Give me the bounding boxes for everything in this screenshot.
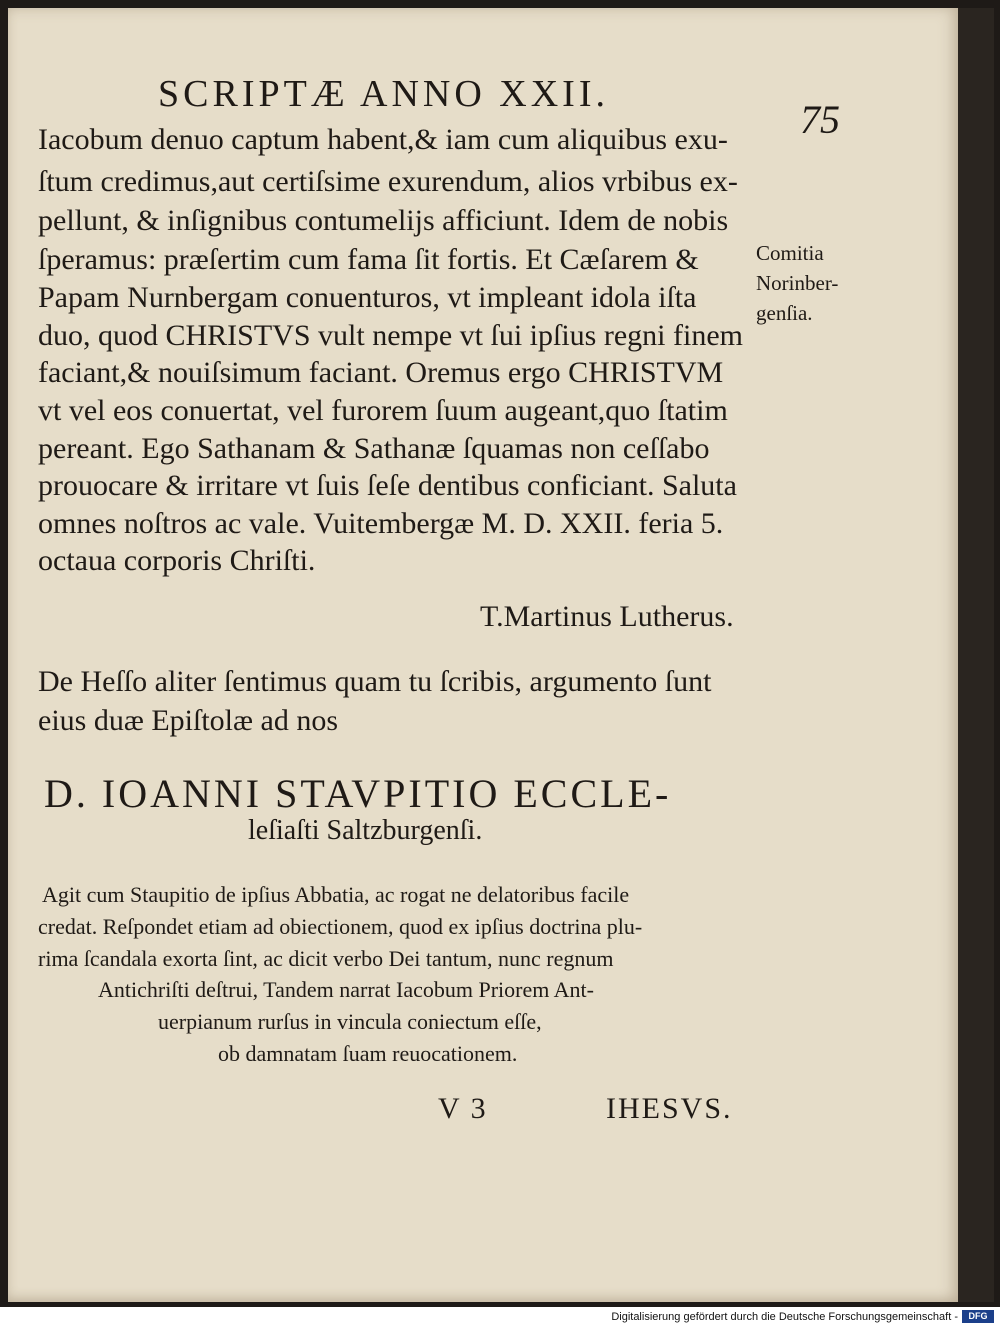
summary-line: Agit cum Staupitio de ipſius Abbatia, ac rogat ne delatoribus facile: [42, 882, 630, 907]
body-line: Papam Nurnbergam conuenturos, vt impleant idola iſta: [38, 281, 697, 314]
body-line: faciant,& nouiſsimum faciant. Oremus ergo CHRISTVM: [38, 356, 724, 389]
margin-note-line: genſia.: [756, 301, 813, 325]
summary-line: ob damnatam ſuam reuocationem.: [218, 1041, 518, 1066]
body-line: vt vel eos conuertat, vel furorem ſuum augeant,quo ſtatim: [38, 394, 728, 427]
signature: T.Martinus Lutherus.: [480, 600, 734, 633]
body-line: omnes noſtros ac vale. Vuitembergæ M. D. XXII. feria 5.: [38, 507, 724, 540]
body-line: ſperamus: præſertim cum fama ſit fortis. Et Cæſarem &: [38, 243, 699, 276]
running-title: SCRIPTÆ ANNO XXII.: [158, 73, 609, 115]
summary-line: uerpianum rurſus in vincula coniectum eſſe,: [158, 1009, 542, 1034]
summary-line: Antichriſti deſtrui, Tandem narrat Iacobum Priorem Ant-: [98, 977, 594, 1002]
page-number: 75: [800, 97, 840, 142]
body-line: pellunt, & inſignibus contumelijs afficiunt. Idem de nobis: [38, 204, 729, 237]
postscript-line: eius duæ Epiſtolæ ad nos: [38, 704, 338, 737]
letter-heading: D. IOANNI STAVPITIO ECCLE-: [44, 771, 672, 816]
summary-line: credat. Reſpondet etiam ad obiectionem, quod ex ipſius doctrina plu-: [38, 914, 643, 939]
dfg-logo: DFG: [962, 1310, 994, 1323]
body-line: prouocare & irritare vt ſuis ſeſe dentibus conficiant. Saluta: [38, 469, 737, 502]
page-edge: [958, 8, 994, 1302]
postscript-line: De Heſſo aliter ſentimus quam tu ſcribis, argumento ſunt: [38, 665, 712, 698]
body-line: duo, quod CHRISTVS vult nempe vt ſui ipſius regni finem: [38, 319, 743, 352]
body-line: pereant. Ego Sathanam & Sathanæ ſquamas non ceſſabo: [38, 432, 710, 465]
body-line: ſtum credimus,aut certiſsime exurendum, alios vrbibus ex-: [38, 165, 738, 198]
letter-heading-continuation: leſiaſti Saltzburgenſi.: [248, 815, 483, 846]
summary-line: rima ſcandala exorta ſint, ac dicit verbo Dei tantum, nunc regnum: [38, 946, 614, 971]
margin-note-line: Norinber-: [756, 271, 839, 295]
margin-note-line: Comitia: [756, 241, 824, 265]
body-line: octaua corporis Chriſti.: [38, 544, 316, 577]
signature-mark: V 3: [438, 1092, 488, 1125]
margin-note: [756, 238, 866, 328]
funding-credit: Digitalisierung gefördert durch die Deutsche Forschungsgemeinschaft -: [611, 1311, 958, 1323]
catchword: IHESVS.: [606, 1092, 733, 1125]
body-line: Iacobum denuo captum habent,& iam cum aliquibus exu-: [38, 123, 728, 156]
